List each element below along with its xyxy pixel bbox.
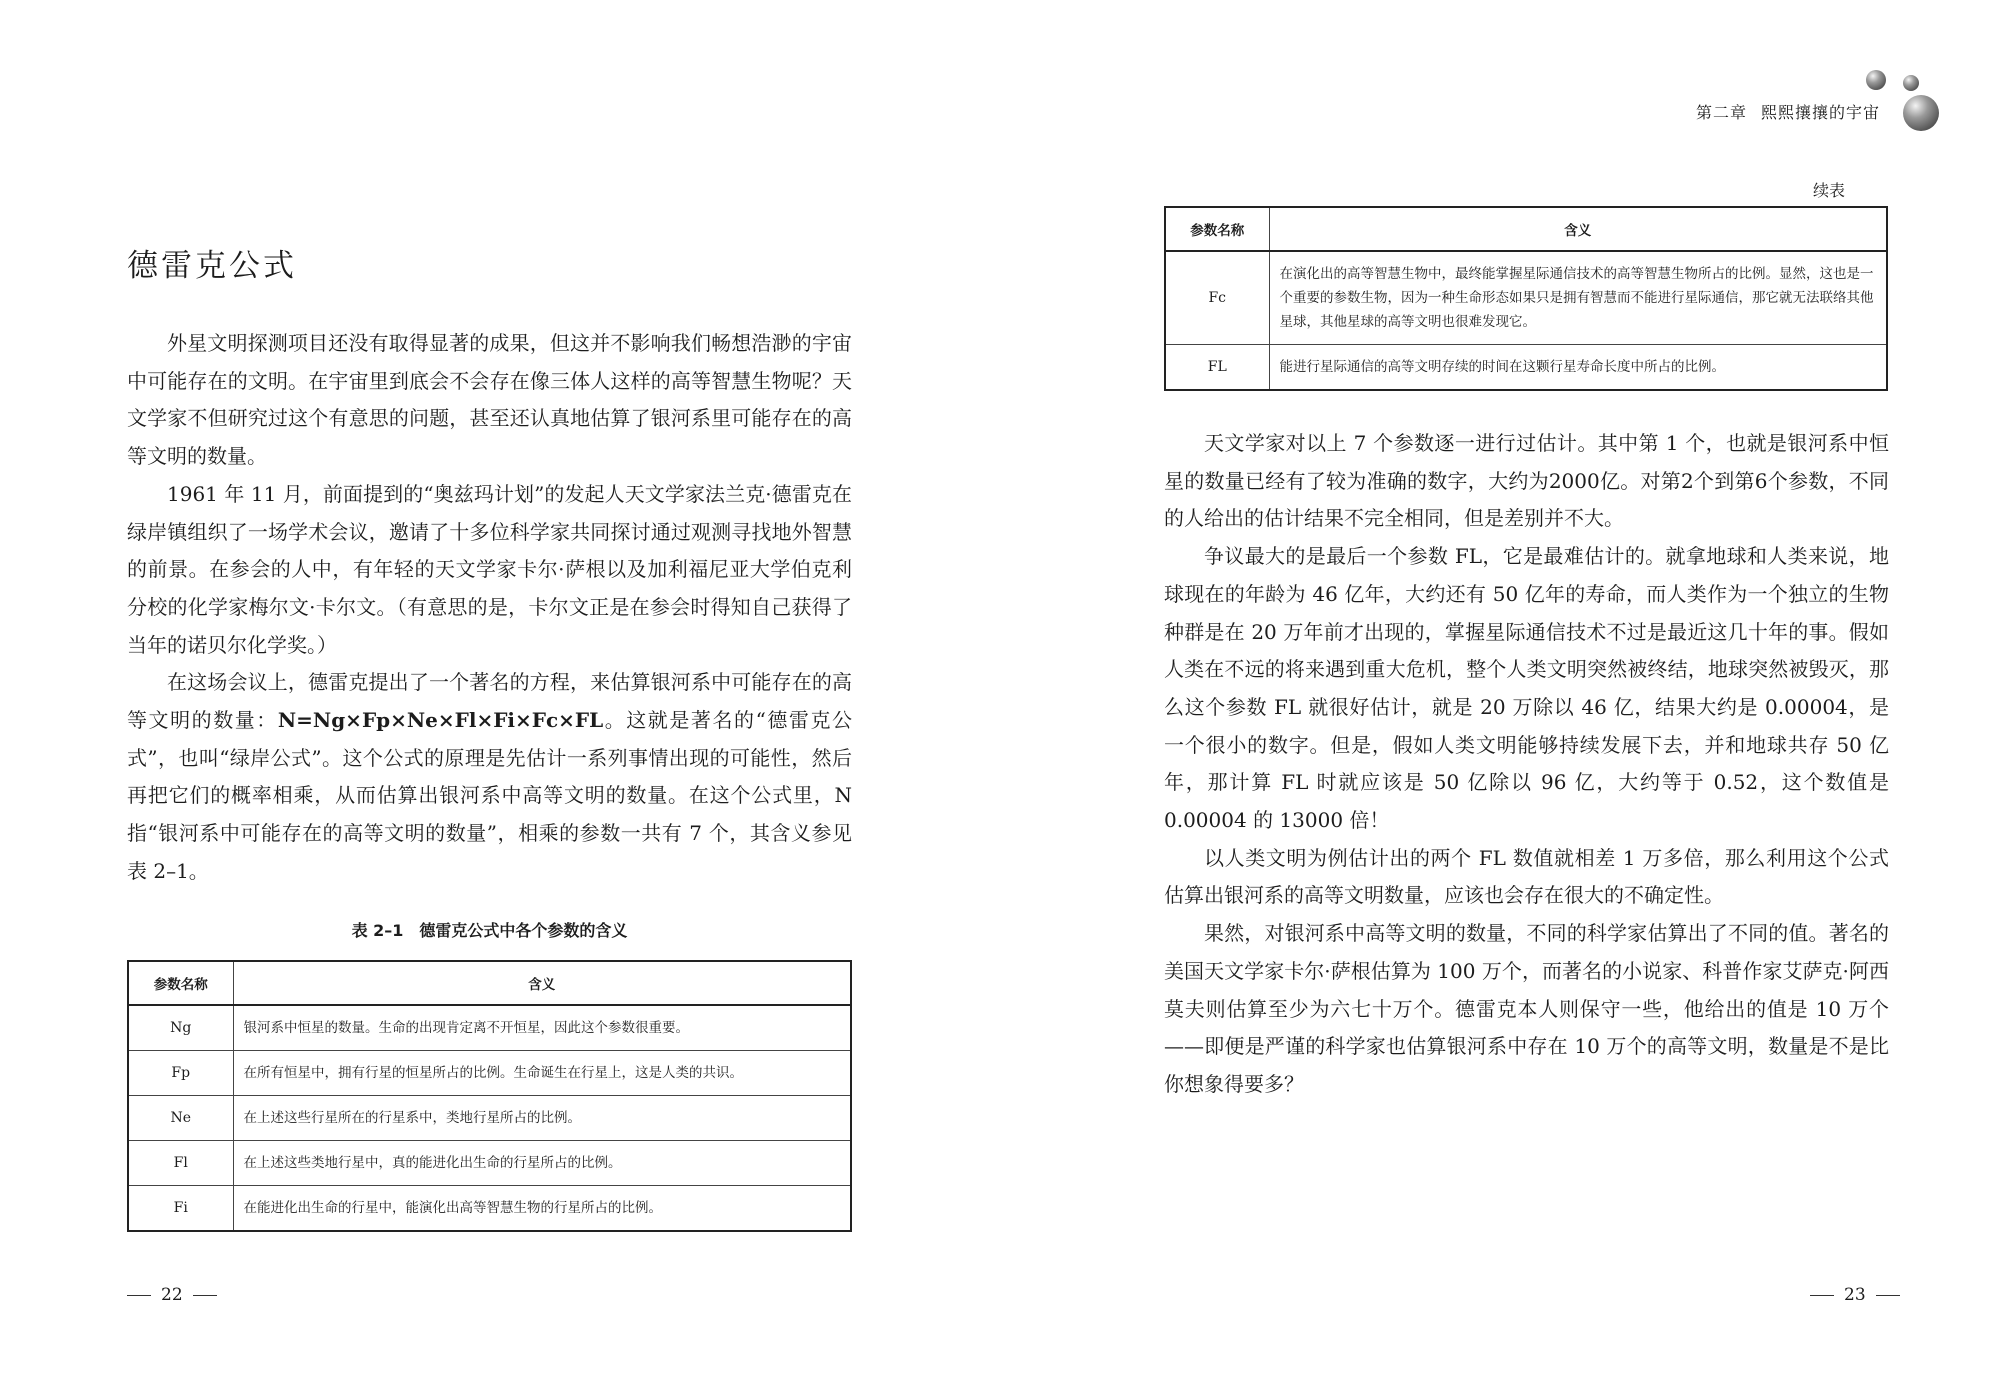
table-row [128, 1186, 851, 1232]
decorative-orb-icon [1903, 75, 1919, 91]
column-header-name: 参数名称 [128, 961, 233, 1005]
page-number: 22 [161, 1285, 183, 1305]
decorative-orb-icon [1866, 70, 1886, 90]
param-name: Fl [128, 1141, 233, 1186]
column-header-meaning: 含义 [1269, 207, 1887, 251]
paragraph: 天文学家对以上 7 个参数逐一进行过估计。其中第 1 个，也就是银河系中恒星的数量已经有了较为准确的数字，大约为2000亿。对第2个到第6个参数，不同的人给出的估计结果不完全相同，但是差别并不大。 [1164, 431, 1889, 531]
right-page [1000, 0, 2000, 1398]
running-header [1682, 100, 1880, 123]
page-number: 23 [1844, 1285, 1866, 1305]
section-title: 德雷克公式 [127, 248, 297, 284]
column-header-name: 参数名称 [1165, 207, 1269, 251]
folio-dash [1876, 1295, 1900, 1296]
param-meaning: 在上述这些类地行星中，真的能进化出生命的行星所占的比例。 [233, 1141, 851, 1186]
param-name: Ne [128, 1096, 233, 1141]
table-row [1165, 345, 1887, 391]
paragraph-formula [127, 664, 852, 890]
chapter-title: 熙熙攘攘的宇宙 [1760, 103, 1880, 122]
param-meaning: 在演化出的高等智慧生物中，最终能掌握星际通信技术的高等智慧生物所占的比例。显然，这也是一个重要的参数生物，因为一种生命形态如果只是拥有智慧而不能进行星际通信，那它就无法联络其他星球，其他星球的高等文明也很难发现它。 [1269, 251, 1887, 345]
parameter-table [127, 960, 852, 1232]
paragraph: 1961 年 11 月，前面提到的“奥兹玛计划”的发起人天文学家法兰克·德雷克在绿岸镇组织了一场学术会议，邀请了十多位科学家共同探讨通过观测寻找地外智慧的前景。在参会的人中，有年轻的天文学家卡尔·萨根以及加利福尼亚大学伯克利分校的化学家梅尔文·卡尔文。（有意思的是，卡尔文正是在参会时得知自己获得了当年的诺贝尔化学奖。） [127, 481, 852, 657]
param-meaning: 银河系中恒星的数量。生命的出现肯定离不开恒星，因此这个参数很重要。 [233, 1005, 851, 1051]
right-body-text [1164, 425, 1889, 1104]
param-name: FL [1165, 345, 1269, 391]
paragraph: 果然，对银河系中高等文明的数量，不同的科学家估算出了不同的值。著名的美国天文学家卡尔·萨根估算为 100 万个，而著名的小说家、科普作家艾萨克·阿西莫夫则估算至少为六七十万个。德雷克本人则保守一些，他给出的值是 10 万个——即便是严谨的科学家也估算银河系中存在 10 万个的高等文明，数量是不是比你想象得要多？ [1164, 921, 1889, 1096]
param-meaning: 在能进化出生命的行星中，能演化出高等智慧生物的行星所占的比例。 [233, 1186, 851, 1232]
decorative-orb-icon [1903, 95, 1939, 131]
paragraph: 外星文明探测项目还没有取得显著的成果，但这并不影响我们畅想浩渺的宇宙中可能存在的文明。在宇宙里到底会不会存在像三体人这样的高等智慧生物呢？天文学家不但研究过这个有意思的问题，甚至还认真地估算了银河系里可能存在的高等文明的数量。 [127, 331, 852, 469]
param-meaning: 在所有恒星中，拥有行星的恒星所占的比例。生命诞生在行星上，这是人类的共识。 [233, 1051, 851, 1096]
table-row [128, 1051, 851, 1096]
formula-explanation: 。这就是著名的“德雷克公式”，也叫“绿岸公式”。这个公式的原理是先估计一系列事情出现的可能性，然后再把它们的概率相乘，从而估算出银河系中高等文明的数量。在这个公式里，N 指“银河系中可能存在的高等文明的数量”，相乘的参数一共有 7 个，其含义参见表 2–1。 [127, 708, 853, 883]
page-number-left [127, 1285, 217, 1305]
continued-table-label: 续表 [1813, 181, 1846, 200]
paragraph: 争议最大的是最后一个参数 FL，它是最难估计的。就拿地球和人类来说，地球现在的年龄为 46 亿年，大约还有 50 亿年的寿命，而人类作为一个独立的生物种群是在 20 万年前才出现的，掌握星际通信技术不过是最近这几十年的事。假如人类在不远的将来遇到重大危机，整个人类文明突然被终结，地球突然被毁灭，那么这个参数 FL 就很好估计，就是 20 万除以 46 亿，结果大约是 0.00004，是一个很小的数字。但是，假如人类文明能够持续发展下去，并和地球共存 50 亿年，那计算 FL 时就应该是 50 亿除以 96 亿，大约等于 0.52，这个数值是 0.00004 的 13000 倍！ [1164, 544, 1889, 833]
table-row [1165, 251, 1887, 345]
table-row [128, 1005, 851, 1051]
param-name: Fi [128, 1186, 233, 1232]
chapter-label: 第二章 [1695, 103, 1747, 122]
param-meaning: 能进行星际通信的高等文明存续的时间在这颗行星寿命长度中所占的比例。 [1269, 345, 1887, 391]
page-number-right [1810, 1285, 1900, 1305]
folio-dash [127, 1295, 151, 1296]
param-name: Ng [128, 1005, 233, 1051]
folio-dash [193, 1295, 217, 1296]
left-body-text [127, 325, 852, 891]
param-name: Fp [128, 1051, 233, 1096]
table-row [128, 1141, 851, 1186]
param-name: Fc [1165, 251, 1269, 345]
table-header-row [1165, 207, 1887, 251]
drake-formula: N=Ng×Fp×Ne×Fl×Fi×Fc×FL [277, 708, 604, 733]
formula-intro: 在这场会议上，德雷克提出了一个著名的方程，来估算银河系中可能存在的高等文明的数量： [127, 670, 852, 733]
paragraph: 以人类文明为例估计出的两个 FL 数值就相差 1 万多倍，那么利用这个公式估算出银河系的高等文明数量，应该也会存在很大的不确定性。 [1164, 845, 1889, 908]
folio-dash [1810, 1295, 1834, 1296]
table-row [128, 1096, 851, 1141]
table-header-row [128, 961, 851, 1005]
table-caption: 表 2–1 德雷克公式中各个参数的含义 [351, 921, 628, 940]
param-meaning: 在上述这些行星所在的行星系中，类地行星所占的比例。 [233, 1096, 851, 1141]
column-header-meaning: 含义 [233, 961, 851, 1005]
parameter-table-continued [1164, 206, 1888, 391]
